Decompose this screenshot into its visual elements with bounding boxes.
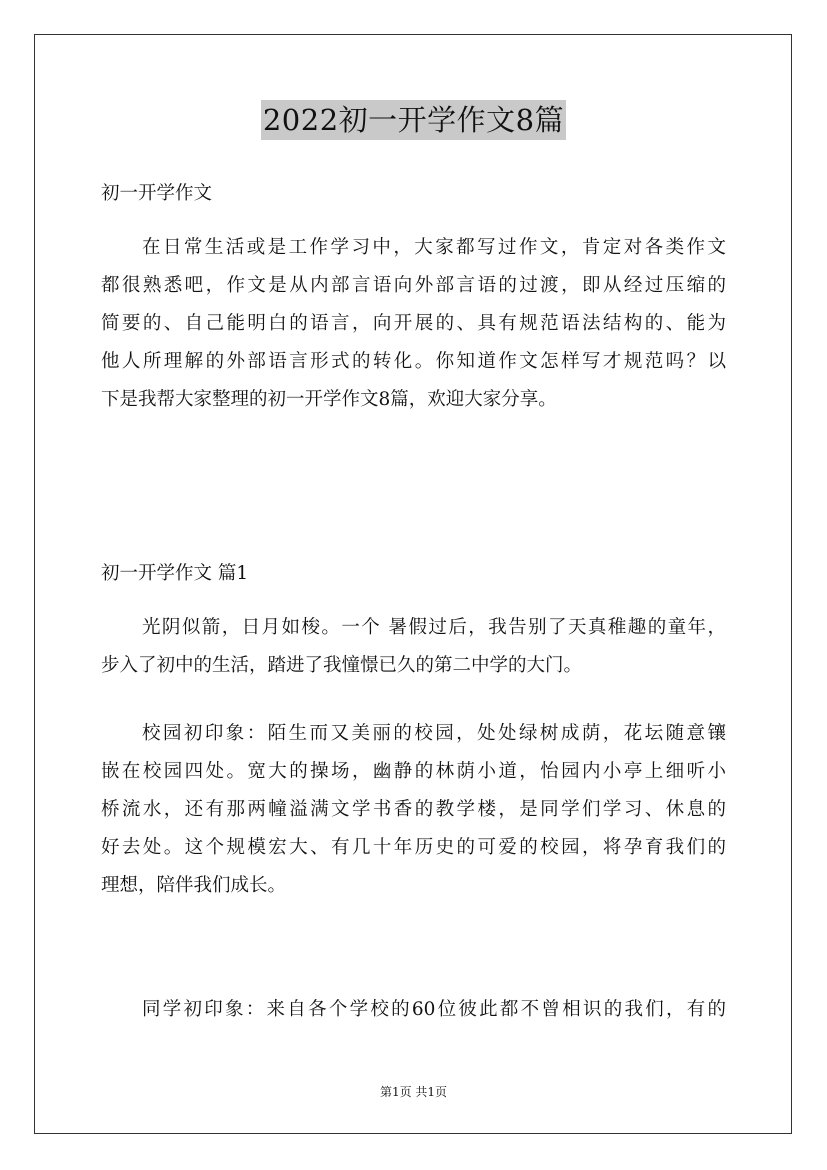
- essay-heading: 初一开学作文 篇1: [101, 563, 249, 584]
- document-title: 2022初一开学作文8篇: [261, 100, 566, 140]
- paragraph-line: 好去处。这个规模宏大、有几十年历史的可爱的校园，将孕育我们的: [101, 837, 726, 858]
- page-footer: 第1页 共1页: [379, 1085, 448, 1099]
- paragraph-line: 步入了初中的生活，踏进了我憧憬已久的第二中学的大门。: [101, 655, 583, 676]
- paragraph-line: 桥流水，还有那两幢溢满文学书香的教学楼，是同学们学习、休息的: [101, 799, 726, 820]
- paragraph-line: 下是我帮大家整理的初一开学作文8篇，欢迎大家分享。: [101, 389, 557, 410]
- paragraph-line: 同学初印象：来自各个学校的60位彼此都不曾相识的我们，有的: [142, 999, 726, 1020]
- essay-paragraph-2: [101, 715, 726, 905]
- paragraph-line: 在日常生活或是工作学习中，大家都写过作文，肯定对各类作文: [142, 237, 726, 258]
- paragraph-line: 光阴似箭，日月如梭。一个 暑假过后，我告别了天真稚趣的童年，: [142, 617, 726, 638]
- title-container: [0, 100, 827, 140]
- paragraph-line: 嵌在校园四处。宽大的操场，幽静的林荫小道，怡园内小亭上细听小: [101, 761, 726, 782]
- paragraph-line: 都很熟悉吧，作文是从内部言语向外部言语的过渡，即从经过压缩的: [101, 275, 726, 296]
- essay-paragraph-1: [101, 609, 726, 685]
- paragraph-line: 理想，陪伴我们成长。: [101, 875, 287, 896]
- paragraph-line: 简要的、自己能明白的语言，向开展的、具有规范语法结构的、能为: [101, 313, 726, 334]
- section-heading: 初一开学作文: [101, 183, 213, 204]
- intro-paragraph: [101, 229, 726, 419]
- paragraph-line: 校园初印象：陌生而又美丽的校园，处处绿树成荫，花坛随意镶: [142, 723, 726, 744]
- paragraph-line: 他人所理解的外部语言形式的转化。你知道作文怎样写才规范吗？以: [101, 351, 726, 372]
- essay-paragraph-3: [101, 991, 726, 1029]
